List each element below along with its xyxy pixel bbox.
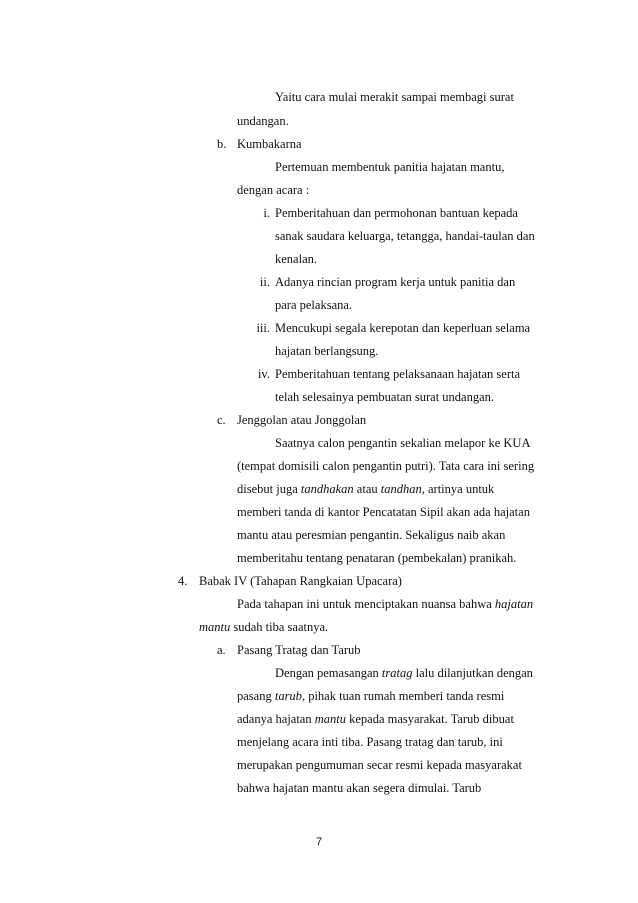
text-line: merupakan pengumuman secar resmi kepada masyarakat xyxy=(237,758,522,772)
text-line: hajatan berlangsung. xyxy=(275,344,379,358)
text-line: undangan. xyxy=(237,114,289,128)
text-line: Mencukupi segala kerepotan dan keperluan selama xyxy=(275,321,531,335)
list-marker: b. xyxy=(217,137,227,151)
section-heading: Jenggolan atau Jonggolan xyxy=(237,413,367,427)
italic-term: tratag xyxy=(381,666,413,680)
text-line xyxy=(237,711,514,727)
text-line: Yaitu cara mulai merakit sampai membagi surat xyxy=(275,90,514,104)
text-span: Dengan pemasangan xyxy=(275,666,382,680)
text-span: lalu dilanjutkan dengan xyxy=(412,666,533,680)
italic-term: hajatan xyxy=(494,597,534,611)
text-span: disebut juga xyxy=(237,482,301,496)
text-line: telah selesainya pembuatan surat undangan. xyxy=(275,390,495,404)
list-marker: a. xyxy=(217,643,226,657)
text-line: Adanya rincian program kerja untuk panitia dan xyxy=(275,275,516,289)
section-heading: Kumbakarna xyxy=(237,137,302,151)
text-line: Pertemuan membentuk panitia hajatan mantu, xyxy=(275,160,505,174)
text-line: menjelang acara inti tiba. Pasang tratag dan tarub, ini xyxy=(237,735,503,749)
text-span: sudah tiba saatnya. xyxy=(230,620,329,634)
text-line: memberi tanda di kantor Pencatatan Sipil akan ada hajatan xyxy=(237,505,530,519)
section-heading: Babak IV (Tahapan Rangkaian Upacara) xyxy=(199,574,402,588)
italic-term: mantu xyxy=(199,620,231,634)
italic-term: tandhakan xyxy=(300,482,354,496)
text-line xyxy=(199,619,328,635)
text-span: Pada tahapan ini untuk menciptakan nuansa bahwa xyxy=(237,597,495,611)
text-line xyxy=(237,596,533,612)
text-line: Pemberitahuan dan permohonan bantuan kepada xyxy=(275,206,518,220)
text-line: mantu atau peresmian pengantin. Sekaligus naib akan xyxy=(237,528,506,542)
italic-term: tarub xyxy=(274,689,302,703)
text-line: memberitahu tentang penataran (pembekalan) pranikah. xyxy=(237,551,517,565)
text-span: pasang xyxy=(237,689,275,703)
text-line: Saatnya calon pengantin sekalian melapor ke KUA xyxy=(275,436,531,450)
text-line: bahwa hajatan mantu akan segera dimulai. Tarub xyxy=(237,781,482,795)
text-span: , artinya untuk xyxy=(421,482,495,496)
text-span: kepada masyarakat. Tarub dibuat xyxy=(345,712,514,726)
text-line: (tempat domisili calon pengantin putri). Tata cara ini sering xyxy=(237,459,535,473)
text-line: dengan acara : xyxy=(237,183,310,197)
text-line: Pemberitahuan tentang pelaksanaan hajatan serta xyxy=(275,367,521,381)
italic-term: mantu xyxy=(314,712,346,726)
text-line xyxy=(237,481,494,497)
list-marker: iv. xyxy=(257,367,270,381)
list-marker: c. xyxy=(217,413,226,427)
italic-term: tandhan xyxy=(380,482,422,496)
list-marker: iii. xyxy=(256,321,270,335)
list-marker: i. xyxy=(263,206,270,220)
list-marker: ii. xyxy=(259,275,270,289)
text-line: para pelaksana. xyxy=(275,298,353,312)
text-span: adanya hajatan xyxy=(237,712,315,726)
text-span: , pihak tuan rumah memberi tanda resmi xyxy=(301,689,505,703)
text-line: kenalan. xyxy=(275,252,317,266)
text-line xyxy=(237,688,504,704)
text-line xyxy=(275,665,533,681)
section-heading: Pasang Tratag dan Tarub xyxy=(237,643,361,657)
text-line: sanak saudara keluarga, tetangga, handai-taulan dan xyxy=(275,229,535,243)
list-marker: 4. xyxy=(178,574,188,588)
page-number: 7 xyxy=(315,836,323,848)
text-span: atau xyxy=(353,482,381,496)
